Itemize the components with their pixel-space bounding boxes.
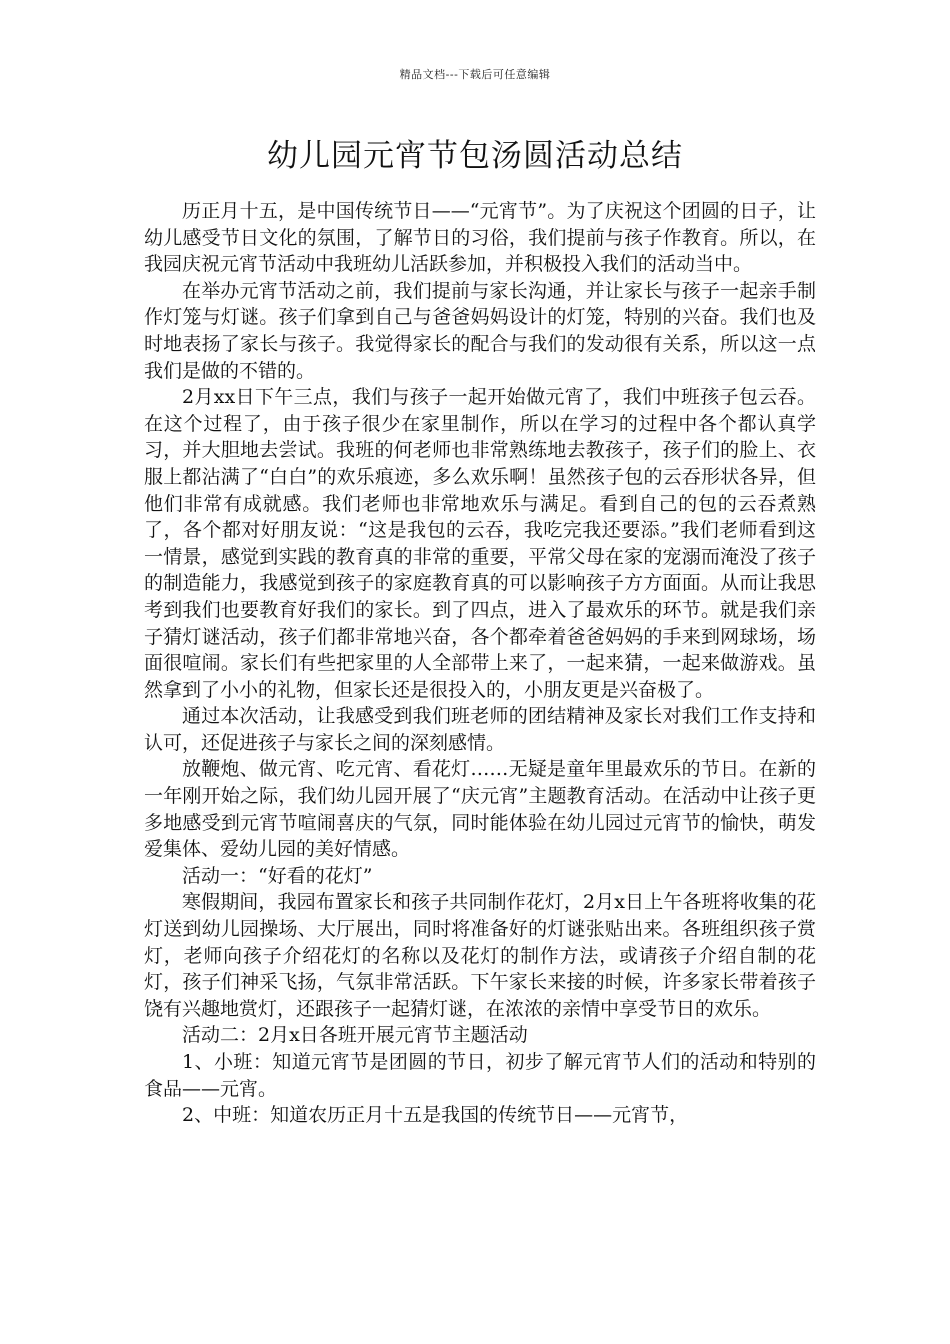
section-heading: 活动二：2月x日各班开展元宵节主题活动 bbox=[182, 1024, 528, 1047]
header-note: 精品文档---下载后可任意编辑 bbox=[399, 68, 551, 81]
paragraph: 2月xx日下午三点，我们与孩子一起开始做元宵了，我们中班孩子包云吞。在这个过程了，由于孩子很少在家里制作，所以在学习的过程中各个都认真学习，并大胆地去尝试。我班的何老师也非常熟练地去教孩子，孩子们的脸上、衣服上都沾满了“白白”的欢乐痕迹，多么欢乐啊！虽然孩子包的云吞形状各异，但他们非常有成就感。我们老师也非常地欢乐与满足。看到自己的包的云吞煮熟了，各个都对好朋友说：“这是我包的云吞，我吃完我还要添。”我们老师看到这一情景，感觉到实践的教育真的非常的重要，平常父母在家的宠溺而淹没了孩子的制造能力，我感觉到孩子的家庭教育真的可以影响孩子方方面面。从而让我思考到我们也要教育好我们的家长。到了四点，进入了最欢乐的环节。就是我们亲子猜灯谜活动，孩子们都非常地兴奋，各个都牵着爸爸妈妈的手来到网球场，场面很喧闹。家长们有些把家里的人全部带上来了，一起来猜，一起来做游戏。虽然拿到了小小的礼物，但家长还是很投入的，小朋友更是兴奋极了。 bbox=[144, 386, 816, 701]
list-item: 1、小班：知道元宵节是团圆的节日，初步了解元宵节人们的活动和特别的食品——元宵。 bbox=[144, 1051, 816, 1100]
section-heading: 活动一：“好看的花灯” bbox=[182, 864, 373, 887]
list-item: 2、中班：知道农历正月十五是我国的传统节日——元宵节， bbox=[182, 1104, 689, 1127]
document-body bbox=[144, 198, 816, 1129]
paragraph: 历正月十五，是中国传统节日——“元宵节”。为了庆祝这个团圆的日子，让幼儿感受节日文化的氛围，了解节日的习俗，我们提前与孩子作教育。所以，在我园庆祝元宵节活动中我班幼儿活跃参加，并积极投入我们的活动当中。 bbox=[144, 200, 816, 276]
document-title: 幼儿园元宵节包汤圆活动总结 bbox=[267, 138, 683, 174]
paragraph: 寒假期间，我园布置家长和孩子共同制作花灯，2月x日上午各班将收集的花灯送到幼儿园操场、大厅展出，同时将准备好的灯谜张贴出来。各班组织孩子赏灯，老师向孩子介绍花灯的名称以及花灯的制作方法，或请孩子介绍自制的花灯，孩子们神采飞扬，气氛非常活跃。下午家长来接的时候，许多家长带着孩子饶有兴趣地赏灯，还跟孩子一起猜灯谜，在浓浓的亲情中享受节日的欢乐。 bbox=[144, 891, 816, 1020]
paragraph: 放鞭炮、做元宵、吃元宵、看花灯……无疑是童年里最欢乐的节日。在新的一年刚开始之际，我们幼儿园开展了“庆元宵”主题教育活动。在活动中让孩子更多地感受到元宵节喧闹喜庆的气氛，同时能体验在幼儿园过元宵节的愉快，萌发爱集体、爱幼儿园的美好情感。 bbox=[144, 758, 816, 861]
paragraph: 通过本次活动，让我感受到我们班老师的团结精神及家长对我们工作支持和认可，还促进孩子与家长之间的深刻感情。 bbox=[144, 705, 816, 754]
paragraph: 在举办元宵节活动之前，我们提前与家长沟通，并让家长与孩子一起亲手制作灯笼与灯谜。孩子们拿到自己与爸爸妈妈设计的灯笼，特别的兴奋。我们也及时地表扬了家长与孩子。我觉得家长的配合与我们的发动很有关系，所以这一点我们是做的不错的。 bbox=[144, 279, 816, 382]
